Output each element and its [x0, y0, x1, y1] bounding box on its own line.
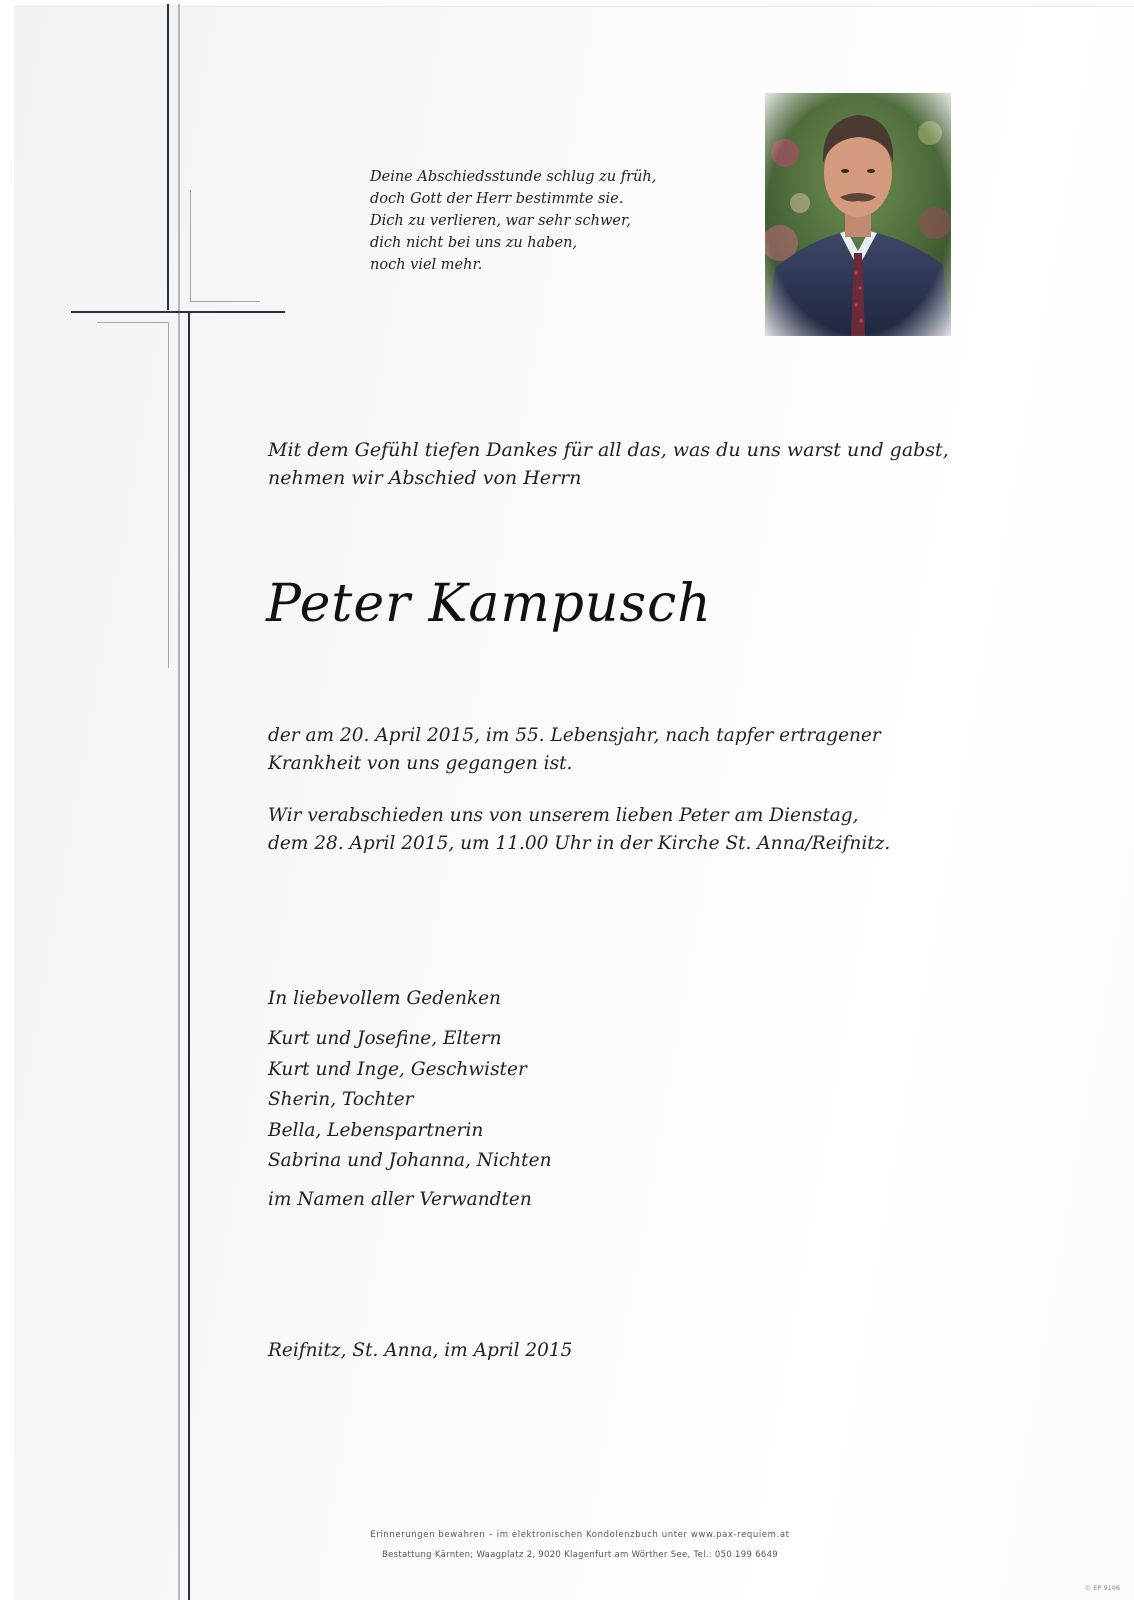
- mourners-closing: im Namen aller Verwandten: [268, 1188, 532, 1210]
- mourner-item: Kurt und Josefine, Eltern: [268, 1028, 502, 1049]
- cross-line-dark-lower: [188, 312, 190, 1600]
- poem-line: doch Gott der Herr bestimmte sie.: [370, 191, 624, 207]
- cross-line-dark-long: [167, 4, 169, 310]
- poem-line: Dich zu verlieren, war sehr schwer,: [370, 213, 631, 229]
- portrait-image: [765, 93, 951, 336]
- cross-line-light-upper: [190, 190, 191, 302]
- death-line: Krankheit von uns gegangen ist.: [268, 753, 573, 774]
- intro-text: [268, 436, 988, 492]
- footer-funeral-home: Bestattung Kärnten; Waagplatz 2, 9020 Klagenfurt am Wörther See, Tel.: 050 199 6649: [382, 1550, 778, 1560]
- farewell-notice: [268, 802, 968, 858]
- deceased-name: Peter Kampusch: [266, 574, 712, 634]
- portrait-photo: [765, 93, 951, 336]
- mourner-item: Bella, Lebenspartnerin: [268, 1119, 484, 1141]
- top-border: [0, 0, 1134, 7]
- cross-line-light-long: [178, 4, 180, 1600]
- death-notice: [268, 722, 968, 778]
- poem-line: Deine Abschiedsstunde schlug zu früh,: [370, 169, 657, 185]
- print-code: © EP 9106: [1084, 1584, 1120, 1592]
- poem-line: dich nicht bei uns zu haben,: [370, 235, 578, 251]
- place-date: Reifnitz, St. Anna, im April 2015: [268, 1340, 573, 1361]
- mourners-heading: In liebevollem Gedenken: [268, 988, 501, 1009]
- mourner-item: Sabrina und Johanna, Nichten: [268, 1150, 552, 1171]
- farewell-line: Wir verabschieden uns von unserem lieben Peter am Dienstag,: [268, 805, 859, 826]
- cross-arm-dark: [71, 311, 285, 313]
- intro-line: Mit dem Gefühl tiefen Dankes für all das, was du uns warst und gabst,: [268, 439, 949, 461]
- mourner-item: Kurt und Inge, Geschwister: [268, 1058, 527, 1080]
- cross-arm-light-upper: [190, 301, 260, 302]
- left-border: [0, 0, 14, 1600]
- intro-line: nehmen wir Abschied von Herrn: [268, 467, 582, 489]
- poem: [370, 166, 700, 276]
- cross-arm-light-lower: [97, 322, 169, 323]
- cross-line-light-lower: [168, 323, 169, 668]
- footer-condolence-link: Erinnerungen bewahren – im elektronischen Kondolenzbuch unter www.pax-requiem.at: [370, 1530, 790, 1540]
- mourners-list: [268, 984, 768, 1215]
- farewell-line: dem 28. April 2015, um 11.00 Uhr in der Kirche St. Anna/Reifnitz.: [268, 833, 891, 854]
- death-line: der am 20. April 2015, im 55. Lebensjahr, nach tapfer ertragener: [268, 725, 881, 746]
- mourner-item: Sherin, Tochter: [268, 1089, 414, 1110]
- poem-line: noch viel mehr.: [370, 257, 483, 273]
